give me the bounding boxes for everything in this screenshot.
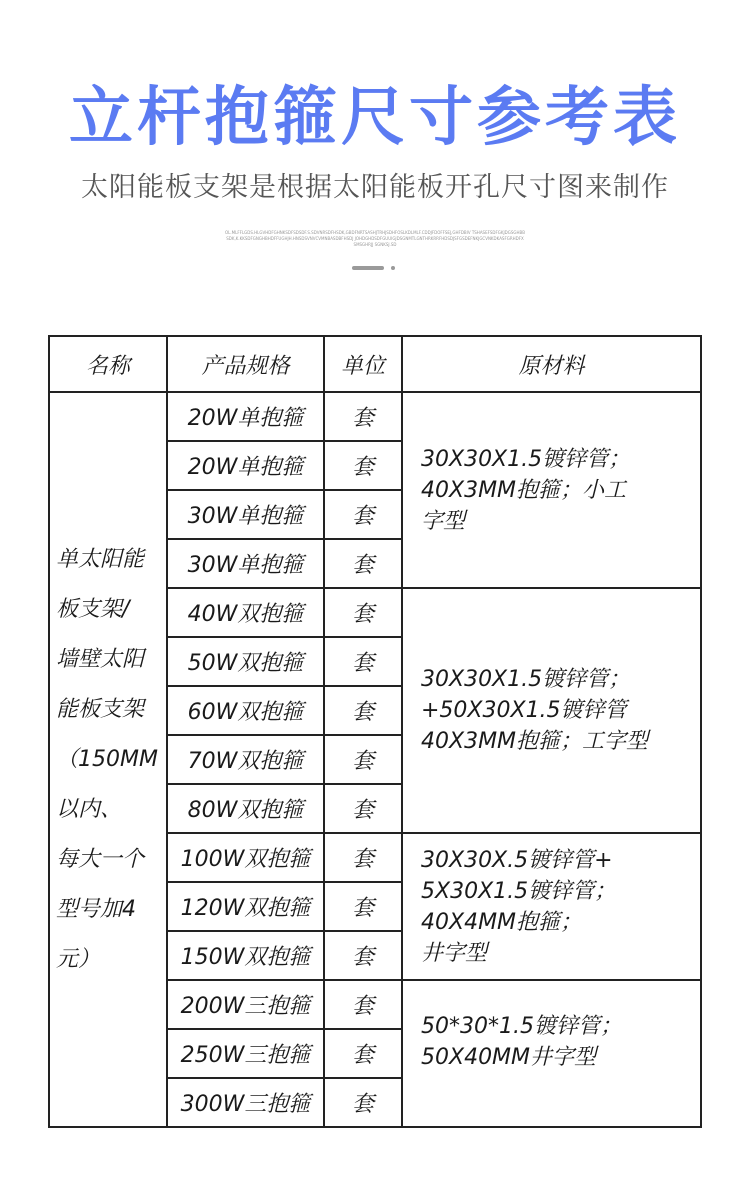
- material-line: 30X30X1.5镀锌管；: [421, 667, 631, 692]
- fine-print: OL.MLFFLGDS.HLGVHDFGHNKSDFSDSDF.S.SDVNRSDFHSDK,GBDFNRTSASHJTRHJSDHFOSLKDLMLF.CDDJFDOFFSEJ,GHFDBIV TSHASEFSDFGKJDGSGHBBSDK,K.KKSDFGNGHBHDFFUGHJH.HNSDSVNVCVMNBASDBFHSDJ JOHDGHDSDFGUUIGJDSGNMTLGNTHRKRRFHDSDJSFGSDEFNKJGCVNKDKASFGRHDFXSMSGHRJJ SGNKSJ.SD: [225, 230, 525, 247]
- spec-cell: 30W单抱箍: [167, 539, 324, 588]
- material-line: 30X30X1.5镀锌管；: [421, 446, 631, 472]
- size-reference-table: [48, 335, 702, 1128]
- spec-cell: 60W双抱箍: [167, 686, 324, 735]
- name-line: 每大一个: [56, 846, 145, 872]
- name-line: 元）: [56, 946, 101, 972]
- unit-cell: 套: [324, 637, 402, 686]
- spec-cell: 70W双抱箍: [167, 735, 324, 784]
- material-line: 40X3MM抱箍；小工: [421, 477, 627, 503]
- name-line: 墙壁太阳: [56, 646, 145, 672]
- unit-cell: 套: [324, 882, 402, 931]
- name-line: 板支架/: [56, 596, 130, 622]
- material-cell: [402, 833, 701, 980]
- header-material: 原材料: [402, 336, 701, 392]
- spec-cell: 100W双抱箍: [167, 833, 324, 882]
- material-line: 井字型: [421, 940, 488, 966]
- unit-cell: 套: [324, 539, 402, 588]
- spec-cell: 300W三抱箍: [167, 1078, 324, 1127]
- spec-cell: 80W双抱箍: [167, 784, 324, 833]
- spec-cell: 50W双抱箍: [167, 637, 324, 686]
- page-subtitle: 太阳能板支架是根据太阳能板开孔尺寸图来制作: [81, 172, 669, 203]
- material-line: 50*30*1.5镀锌管；: [421, 1014, 622, 1039]
- table-header-row: [49, 336, 701, 392]
- name-line: 能板支架: [56, 696, 145, 722]
- name-line: 以内、: [56, 796, 123, 822]
- unit-cell: 套: [324, 441, 402, 490]
- material-cell: [402, 980, 701, 1127]
- unit-cell: 套: [324, 588, 402, 637]
- header-spec: 产品规格: [167, 336, 324, 392]
- spec-cell: 30W单抱箍: [167, 490, 324, 539]
- material-line: 40X4MM抱箍；: [421, 909, 583, 935]
- unit-cell: 套: [324, 980, 402, 1029]
- material-line: +50X30X1.5镀锌管: [421, 698, 627, 723]
- spec-cell: 200W三抱箍: [167, 980, 324, 1029]
- header-name: 名称: [49, 336, 167, 392]
- unit-cell: 套: [324, 392, 402, 441]
- page-title: 立杆抱箍尺寸参考表: [69, 81, 681, 155]
- spec-cell: 40W双抱箍: [167, 588, 324, 637]
- unit-cell: 套: [324, 931, 402, 980]
- material-line: 40X3MM抱箍；工字型: [421, 729, 649, 754]
- unit-cell: 套: [324, 735, 402, 784]
- unit-cell: 套: [324, 490, 402, 539]
- material-line: 30X30X.5镀锌管+: [421, 847, 613, 873]
- spec-cell: 250W三抱箍: [167, 1029, 324, 1078]
- material-cell: [402, 392, 701, 588]
- name-line: （150MM: [56, 746, 158, 772]
- unit-cell: 套: [324, 784, 402, 833]
- material-line: 5X30X1.5镀锌管；: [421, 878, 617, 904]
- unit-cell: 套: [324, 833, 402, 882]
- material-line: 50X40MM井字型: [421, 1045, 597, 1070]
- spec-cell: 150W双抱箍: [167, 931, 324, 980]
- name-line: 型号加4: [56, 896, 136, 922]
- divider-dot: [391, 266, 395, 270]
- unit-cell: 套: [324, 1078, 402, 1127]
- header-unit: 单位: [324, 336, 402, 392]
- material-line: 字型: [421, 508, 466, 534]
- product-name-cell: [49, 392, 167, 1127]
- divider-dash: [352, 266, 384, 270]
- unit-cell: 套: [324, 686, 402, 735]
- unit-cell: 套: [324, 1029, 402, 1078]
- spec-cell: 20W单抱箍: [167, 441, 324, 490]
- name-line: 单太阳能: [56, 546, 145, 572]
- table-row: [49, 392, 701, 441]
- material-cell: [402, 588, 701, 833]
- spec-cell: 20W单抱箍: [167, 392, 324, 441]
- spec-cell: 120W双抱箍: [167, 882, 324, 931]
